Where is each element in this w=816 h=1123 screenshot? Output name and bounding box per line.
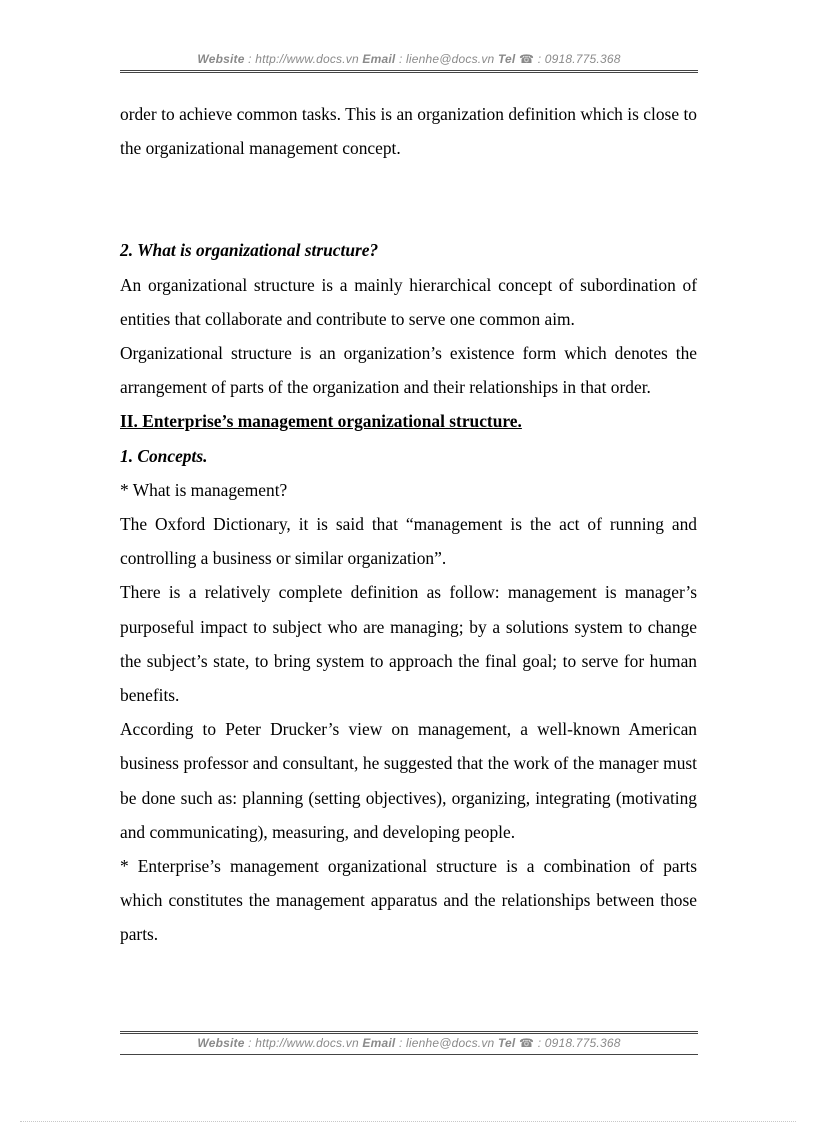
page-edge-dots [20, 1121, 796, 1122]
paragraph-question: * What is management? [120, 479, 288, 500]
paragraph-intro: order to achieve common tasks. This is an organization definition which is close to the organizational management concept. [120, 104, 697, 159]
paragraph-drucker: According to Peter Drucker’s view on management, a well-known American business professor and consultant, he suggested that the work of the manager must be done such as: planning (setting objectives), organizing, integrating (motivating and communicating), measuring, and developing people. [120, 719, 697, 842]
footer-website-label: Website [197, 1036, 245, 1050]
footer-email-label: Email [362, 1036, 396, 1050]
paragraph-enterprise-structure: * Enterprise’s management organizational structure is a combination of parts which constitutes the management apparatus and the relationships between those parts. [120, 856, 697, 945]
paragraph-definition: There is a relatively complete definition as follow: management is manager’s purposeful impact to subject who are managing; by a solutions system to change the subject’s state, to bring system to approach the final goal; to serve for human benefits. [120, 582, 697, 706]
paragraph-structure-form: Organizational structure is an organization’s existence form which denotes the arrangement of parts of the organization and their relationships in that order. [120, 343, 697, 398]
paragraph-oxford: The Oxford Dictionary, it is said that “management is the act of running and controlling a business or similar organization”. [120, 514, 697, 569]
phone-icon: ☎ [518, 1036, 535, 1050]
paragraph-structure-definition: An organizational structure is a mainly hierarchical concept of subordination of entities that collaborate and contribute to serve one common aim. [120, 274, 697, 329]
header-website-label: Website [197, 52, 245, 66]
header-tel-number: : 0918.775.368 [537, 52, 621, 66]
header-tel-label: Tel [497, 52, 516, 66]
spacer [120, 165, 697, 233]
section-heading-enterprise: II. Enterprise’s management organizational structure. [120, 411, 522, 432]
header-divider [120, 70, 698, 73]
header-email-address[interactable]: : lienhe@docs.vn [395, 52, 498, 66]
footer-tel-number: : 0918.775.368 [537, 1036, 621, 1050]
page-content [120, 97, 697, 952]
header-website-url[interactable]: : http://www.docs.vn [244, 52, 363, 66]
footer-tel-label: Tel [497, 1036, 516, 1050]
footer-divider-top [120, 1031, 698, 1034]
phone-icon: ☎ [518, 52, 535, 66]
footer-divider-bottom [120, 1054, 698, 1055]
footer-email-address[interactable]: : lienhe@docs.vn [395, 1036, 498, 1050]
page-footer [120, 1036, 698, 1050]
heading-concepts: 1. Concepts. [120, 445, 208, 466]
footer-website-url[interactable]: : http://www.docs.vn [244, 1036, 363, 1050]
page-header [120, 52, 698, 66]
heading-organizational-structure: 2. What is organizational structure? [120, 240, 379, 261]
header-email-label: Email [362, 52, 396, 66]
